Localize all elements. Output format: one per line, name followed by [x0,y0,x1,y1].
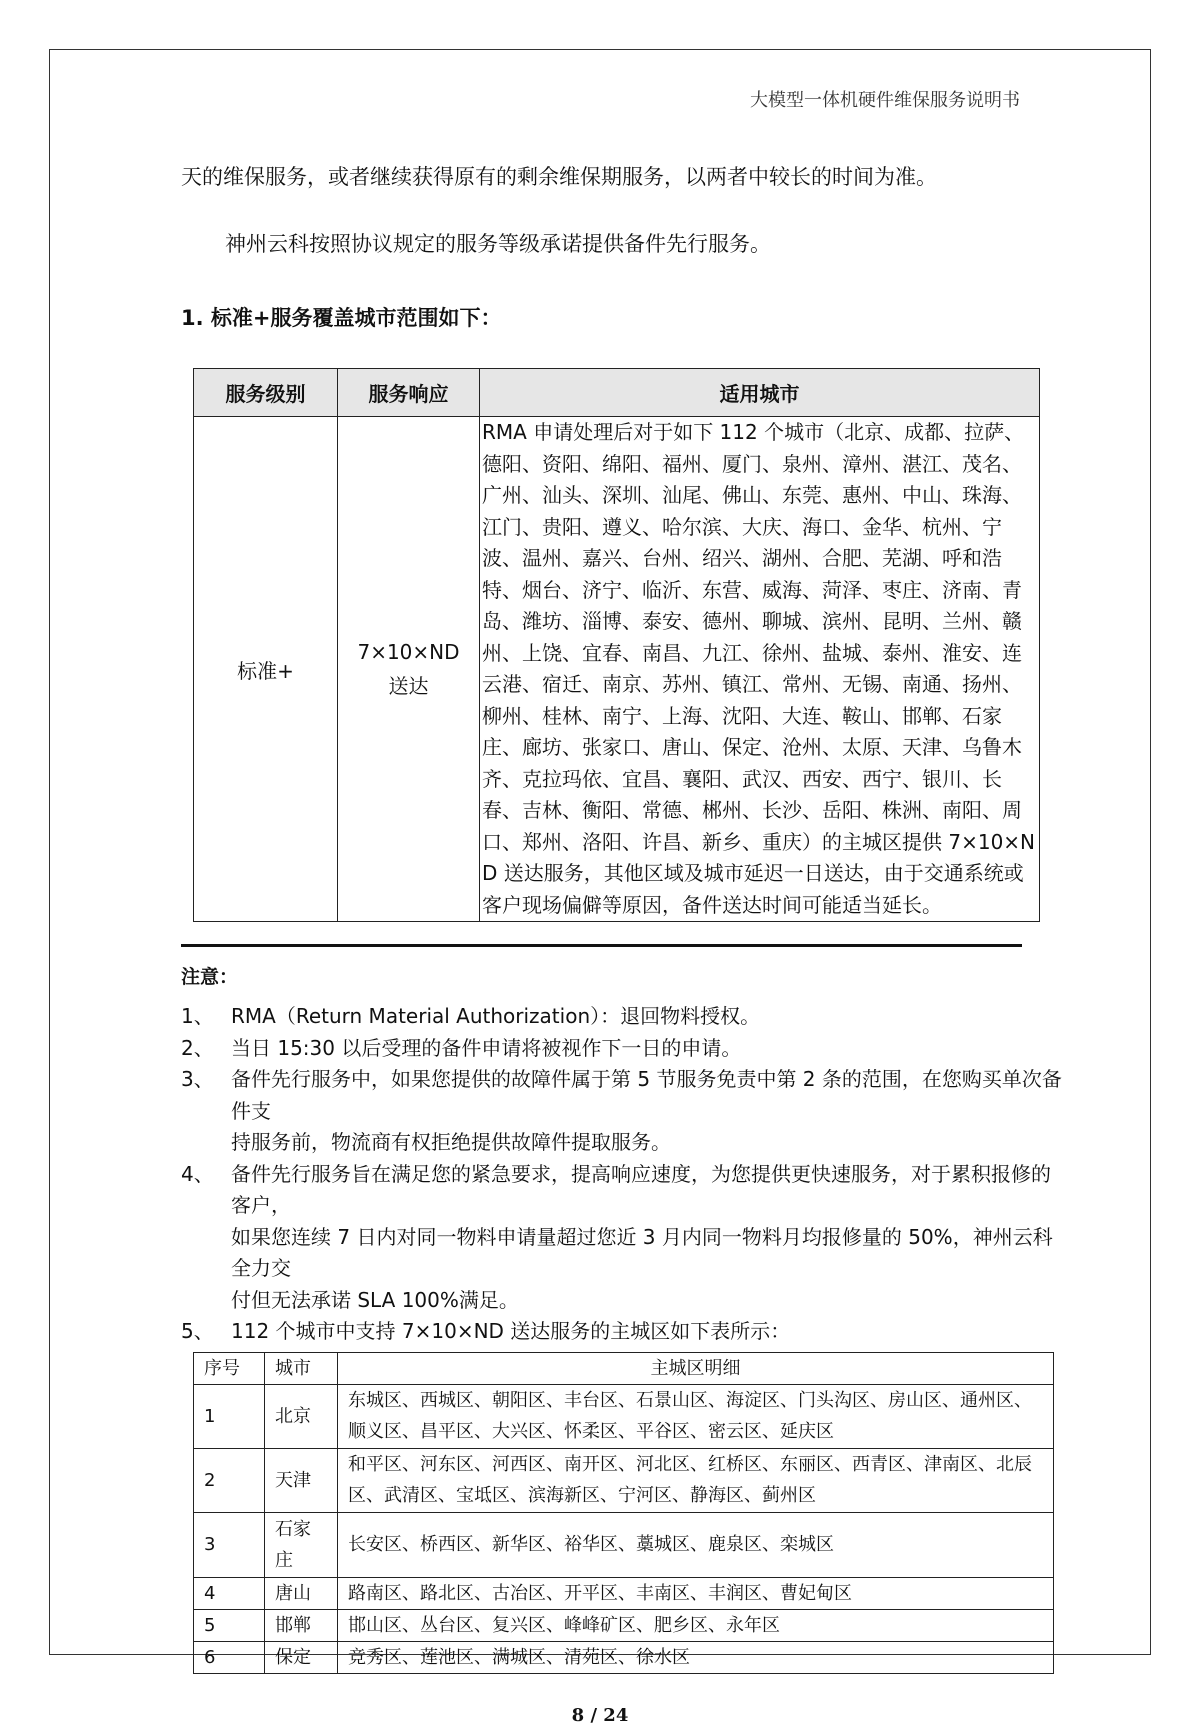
response-line: 7×10×ND [357,639,460,664]
table-row [194,417,1040,922]
note-body [231,1064,1066,1159]
notes-list [181,1001,1066,1348]
note-body [231,1316,1066,1348]
note-body [231,1001,1066,1033]
district-list: 东城区、西城区、朝阳区、丰台区、石景山区、海淀区、门头沟区、房山区、通州区、顺义区、昌平区、大兴区、怀柔区、平谷区、密云区、延庆区 [338,1384,1054,1448]
table-header-row [194,369,1040,417]
section-heading: 1. 标准+服务覆盖城市范围如下： [181,306,502,330]
row-number: 3 [194,1512,265,1577]
district-table [193,1352,1054,1674]
district-list: 竞秀区、莲池区、满城区、清苑区、徐水区 [338,1641,1054,1673]
note-text: 持服务前，物流商有权拒绝提供故障件提取服务。 [231,1130,671,1154]
service-level: 标准+ [194,417,338,922]
table-row [194,1512,1054,1577]
row-number: 2 [194,1448,265,1512]
note-item [181,1033,1066,1065]
city-name: 北京 [265,1384,338,1448]
district-list: 和平区、河东区、河西区、南开区、河北区、红桥区、东丽区、西青区、津南区、北辰区、武清区、宝坻区、滨海新区、宁河区、静海区、蓟州区 [338,1448,1054,1512]
note-body [231,1159,1066,1317]
column-header: 适用城市 [480,369,1040,417]
city-name: 邯郸 [265,1609,338,1641]
column-header: 服务响应 [338,369,480,417]
table-header-row [194,1352,1054,1384]
page-content [181,161,1066,1728]
applicable-cities: RMA 申请处理后对于如下 112 个城市（北京、成都、拉萨、德阳、资阳、绵阳、福州、厦门、泉州、漳州、湛江、茂名、广州、汕头、深圳、汕尾、佛山、东莞、惠州、中山、珠海、江门、贵阳、遵义、哈尔滨、大庆、海口、金华、杭州、宁波、温州、嘉兴、台州、绍兴、湖州、合肥、芜湖、呼和浩特、烟台、济宁、临沂、东营、威海、菏泽、枣庄、济南、青岛、潍坊、淄博、泰安、德州、聊城、滨州、昆明、兰州、赣州、上饶、宜春、南昌、九江、徐州、盐城、泰州、淮安、连云港、宿迁、南京、苏州、镇江、常州、无锡、南通、扬州、柳州、桂林、南宁、上海、沈阳、大连、鞍山、邯郸、石家庄、廊坊、张家口、唐山、保定、沧州、太原、天津、乌鲁木齐、克拉玛依、宜昌、襄阳、武汉、西安、西宁、银川、长春、吉林、衡阳、常德、郴州、长沙、岳阳、株洲、南阳、周口、郑州、洛阳、许昌、新乡、重庆）的主城区提供 7×10×ND 送达服务，其他区域及城市延迟一日送达，由于交通系统或客户现场偏僻等原因，备件送达时间可能适当延长。 [480,417,1040,922]
city-name: 保定 [265,1641,338,1673]
divider [181,944,1022,947]
row-number: 5 [194,1609,265,1641]
district-list: 路南区、路北区、古冶区、开平区、丰南区、丰润区、曹妃甸区 [338,1577,1054,1609]
page-number: 8 / 24 [571,1704,629,1726]
note-text: 备件先行服务中，如果您提供的故障件属于第 5 节服务免责中第 2 条的范围，在您购买单次备件支 [231,1067,1062,1123]
city-name: 石家庄 [265,1512,338,1577]
paragraph: 天的维保服务，或者继续获得原有的剩余维保期服务，以两者中较长的时间为准。 [181,165,937,189]
district-list: 长安区、桥西区、新华区、裕华区、藁城区、鹿泉区、栾城区 [338,1512,1054,1577]
table-row [194,1641,1054,1673]
note-item [181,1316,1066,1348]
column-header: 序号 [194,1352,265,1384]
city-name: 唐山 [265,1577,338,1609]
note-text: RMA（Return Material Authorization）：退回物料授权。 [231,1004,761,1028]
table-row [194,1448,1054,1512]
paragraph: 神州云科按照协议规定的服务等级承诺提供备件先行服务。 [225,232,771,256]
note-text: 112 个城市中支持 7×10×ND 送达服务的主城区如下表所示： [231,1319,791,1343]
note-number: 3、 [181,1067,214,1091]
note-text: 备件先行服务旨在满足您的紧急要求，提高响应速度，为您提供更快速服务，对于累积报修的客户， [231,1161,1051,1217]
column-header: 服务级别 [194,369,338,417]
service-table [193,368,1040,922]
row-number: 4 [194,1577,265,1609]
table-row [194,1609,1054,1641]
note-text: 付但无法承诺 SLA 100%满足。 [231,1287,519,1312]
document-header: 大模型一体机硬件维保服务说明书 [750,90,1020,111]
note-number: 4、 [181,1161,214,1186]
service-response [338,417,480,922]
notes-title: 注意： [181,966,239,988]
note-body [231,1033,1066,1065]
note-number: 1、 [181,1004,214,1028]
note-number: 2、 [181,1035,214,1060]
response-line: 送达 [388,673,429,698]
table-row [194,1577,1054,1609]
district-list: 邯山区、丛台区、复兴区、峰峰矿区、肥乡区、永年区 [338,1609,1054,1641]
note-item [181,1001,1066,1033]
column-header: 城市 [265,1352,338,1384]
row-number: 6 [194,1641,265,1673]
column-header: 主城区明细 [338,1352,1054,1384]
note-text: 当日 15:30 以后受理的备件申请将被视作下一日的申请。 [231,1035,742,1060]
note-text: 如果您连续 7 日内对同一物料申请量超过您近 3 月内同一物料月均报修量的 50%，神州云科全力交 [231,1224,1053,1280]
row-number: 1 [194,1384,265,1448]
note-item [181,1064,1066,1159]
note-number: 5、 [181,1319,214,1343]
note-item [181,1159,1066,1317]
table-row [194,1384,1054,1448]
city-name: 天津 [265,1448,338,1512]
